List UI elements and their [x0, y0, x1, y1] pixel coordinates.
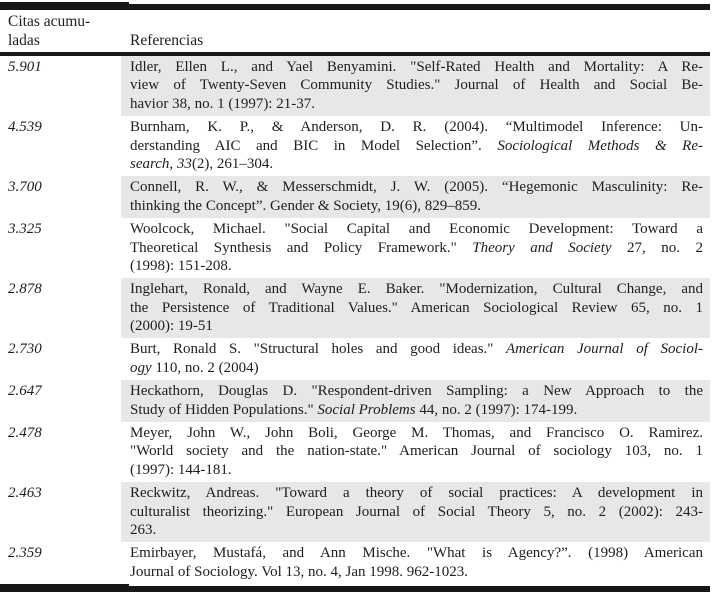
reference-line: Inglehart, Ronald, and Wayne E. Baker. "Modernization, Cultural Change, and	[130, 281, 703, 298]
reference-line: Woolcock, Michael. "Social Capital and Economic Development: Toward a	[130, 221, 703, 238]
top-rule-main-segment	[0, 4, 710, 10]
table-top-rule	[0, 2, 710, 10]
table-bottom-rule	[0, 584, 710, 592]
table-body	[0, 56, 710, 584]
table-row	[0, 380, 710, 422]
citation-count-cell: 2.878	[8, 281, 42, 298]
table-row	[0, 278, 710, 338]
reference-cell	[121, 482, 710, 542]
reference-line: Journal of Sociology. Vol 13, no. 4, Jan 1998. 962-1023.	[130, 563, 469, 580]
citation-count-cell: 3.700	[8, 179, 42, 196]
reference-line: search, 33(2), 261–304.	[130, 155, 274, 172]
reference-line: Emirbayer, Mustafá, and Ann Mische. "What is Agency?”. (1998) American	[130, 545, 703, 562]
citation-count-cell: 4.539	[8, 119, 42, 136]
reference-line: Meyer, John W., John Boli, George M. Thomas, and Francisco O. Ramirez.	[130, 425, 703, 442]
reference-line: Study of Hidden Populations." Social Problems 44, no. 2 (1997): 174-199.	[130, 401, 578, 418]
column-header-citations	[0, 13, 121, 50]
citation-count-cell: 5.901	[8, 59, 42, 75]
reference-line: culturalist theorizing." European Journal of Social Theory 5, no. 2 (2002): 243-	[130, 503, 703, 520]
table-row	[0, 176, 710, 218]
reference-cell	[121, 278, 710, 338]
table-row	[0, 218, 710, 278]
reference-line: 263.	[130, 521, 157, 538]
reference-line: "World society and the nation-state." American Journal of sociology 103, no. 1	[130, 443, 703, 460]
table-row	[0, 116, 710, 176]
reference-cell	[121, 380, 710, 422]
citation-count-cell: 3.325	[8, 221, 42, 238]
bottom-rule-main-segment	[0, 586, 710, 592]
reference-line: Heckathorn, Douglas D. "Respondent-driven Sampling: a New Approach to the	[130, 383, 703, 400]
citation-count-cell: 2.359	[8, 545, 42, 562]
citations-header-line2: ladas	[8, 31, 40, 49]
citation-count-cell: 2.647	[8, 383, 42, 400]
citations-table	[0, 2, 710, 592]
table-row	[0, 338, 710, 380]
reference-line: (2000): 19-51	[130, 318, 213, 335]
citation-count-cell: 2.463	[8, 485, 42, 502]
reference-cell	[121, 542, 710, 584]
table-row	[0, 542, 710, 584]
reference-line: Connell, R. W., & Messerschmidt, J. W. (2005). “Hegemonic Masculinity: Re-	[130, 179, 703, 196]
reference-line: havior 38, no. 1 (1997): 21-37.	[130, 95, 315, 112]
reference-line: (1998): 151-208.	[130, 257, 232, 274]
reference-line: Idler, Ellen L., and Yael Benyamini. "Self-Rated Health and Mortality: A Re-	[130, 59, 703, 75]
table-row	[0, 422, 710, 482]
reference-cell	[121, 338, 710, 380]
table-row	[0, 482, 710, 542]
reference-line: Theoretical Synthesis and Policy Framework." Theory and Society 27, no. 2	[130, 239, 703, 256]
column-header-references: Referencias	[130, 31, 204, 49]
reference-line: (1997): 144-181.	[130, 461, 232, 478]
citation-count-cell: 2.730	[8, 341, 42, 358]
reference-line: view of Twenty-Seven Community Studies." Journal of Health and Social Be-	[130, 77, 703, 94]
reference-cell	[121, 56, 710, 116]
reference-line: derstanding AIC and BIC in Model Selection”. Sociological Methods & Re-	[130, 137, 703, 154]
reference-line: Reckwitz, Andreas. "Toward a theory of social practices: A development in	[130, 485, 703, 502]
table-header-row	[0, 10, 710, 50]
reference-cell	[121, 116, 710, 176]
reference-line: the Persistence of Traditional Values." American Sociological Review 65, no. 1	[130, 299, 703, 316]
reference-line: thinking the Concept”. Gender & Society, 19(6), 829–859.	[130, 197, 482, 214]
reference-cell	[121, 218, 710, 278]
table-row	[0, 56, 710, 116]
reference-line: Burt, Ronald S. "Structural holes and good ideas." American Journal of Sociol-	[130, 341, 703, 358]
reference-cell	[121, 176, 710, 218]
citations-header-line1: Citas acumu-	[8, 13, 91, 30]
reference-cell	[121, 422, 710, 482]
reference-line: ogy 110, no. 2 (2004)	[130, 359, 259, 376]
citation-count-cell: 2.478	[8, 425, 42, 442]
reference-line: Burnham, K. P., & Anderson, D. R. (2004). “Multimodel Inference: Un-	[130, 119, 703, 136]
